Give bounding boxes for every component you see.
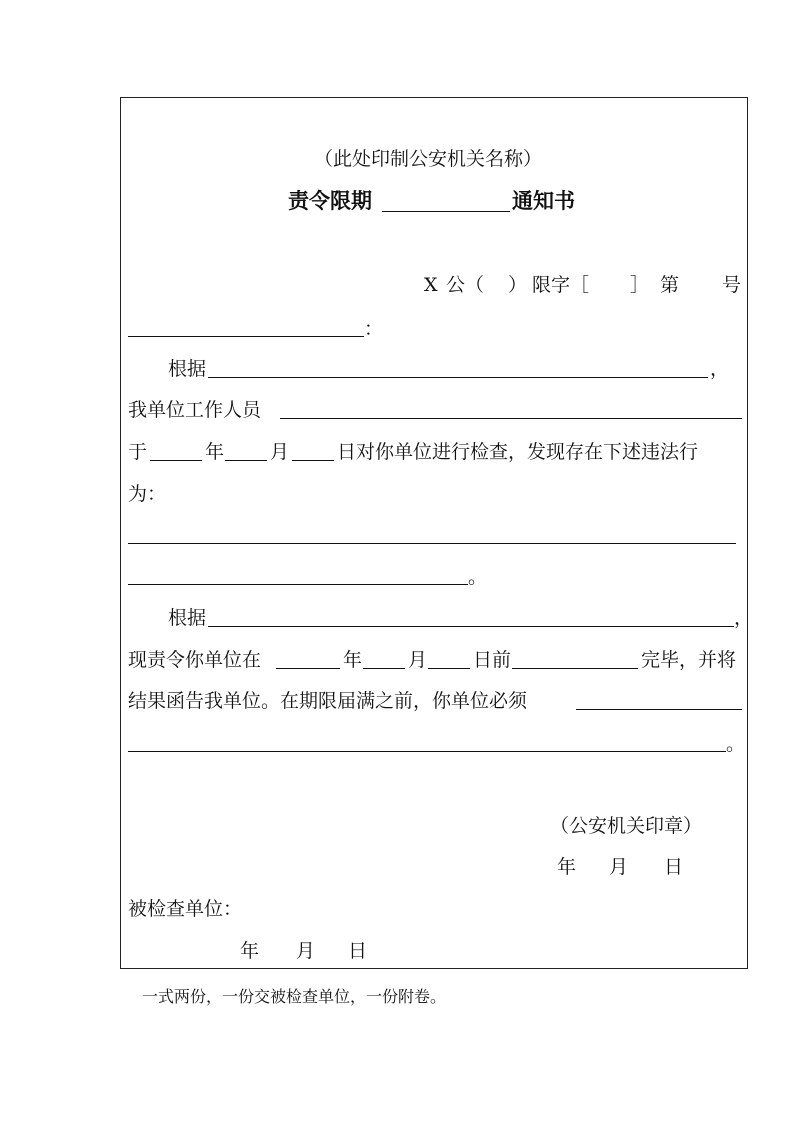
basis-blank-line-1[interactable] <box>208 377 708 378</box>
basis-blank-line-2[interactable] <box>208 626 734 627</box>
basis-label-2: 根据 <box>168 607 207 629</box>
inspect-year-label: 年 <box>205 441 225 463</box>
deadline-before-label: 日前 <box>473 649 512 671</box>
finish-text: 完毕，并将 <box>641 649 737 671</box>
deadline-month-blank[interactable] <box>363 668 405 669</box>
doc-number-di: 第 <box>660 274 680 296</box>
inspected-year-label: 年 <box>240 940 260 962</box>
inspect-year-blank[interactable] <box>150 460 202 461</box>
basis-comma-2: ， <box>734 607 754 629</box>
sign-month-label: 月 <box>609 856 629 878</box>
must-blank-line-2[interactable] <box>128 751 726 752</box>
violation-blank-line-1[interactable] <box>128 543 736 544</box>
order-prefix: 现责令你单位在 <box>128 649 262 671</box>
sign-year-label: 年 <box>557 856 577 878</box>
title-blank-line[interactable] <box>382 211 510 212</box>
sign-day-label: 日 <box>664 856 684 878</box>
police-seal-label: （公安机关印章） <box>550 815 703 837</box>
inspect-month-label: 月 <box>270 441 290 463</box>
agency-name-placeholder: （此处印制公安机关名称） <box>314 148 543 170</box>
deadline-month-label: 月 <box>408 649 428 671</box>
addressee-colon: ： <box>364 318 384 340</box>
inspect-day-blank[interactable] <box>292 460 334 461</box>
staff-label: 我单位工作人员 <box>128 399 262 421</box>
addressee-blank-line[interactable] <box>128 336 364 337</box>
inspected-unit-label: 被检查单位： <box>128 898 243 920</box>
basis-label-1: 根据 <box>168 358 207 380</box>
violation-period: 。 <box>468 566 488 588</box>
deadline-year-blank[interactable] <box>276 668 340 669</box>
copies-note: 一式两份，一份交被检查单位，一份附卷。 <box>142 987 447 1006</box>
staff-blank-line[interactable] <box>280 418 742 419</box>
must-blank-line-1[interactable] <box>576 709 742 710</box>
report-text: 结果函告我单位。在期限届满之前，你单位必须 <box>128 690 528 712</box>
form-frame <box>120 97 748 969</box>
doc-number-hao: 号 <box>722 274 742 296</box>
doc-number-paren-close: ） <box>508 274 528 296</box>
must-period: 。 <box>726 733 746 755</box>
action-blank-line[interactable] <box>512 668 638 669</box>
doc-number-xianzi: 限字［ <box>532 274 590 296</box>
doc-number-gong: 公（ <box>446 274 485 296</box>
inspected-month-label: 月 <box>296 940 316 962</box>
title-suffix: 通知书 <box>512 189 575 213</box>
violation-blank-line-2[interactable] <box>128 584 468 585</box>
deadline-day-blank[interactable] <box>428 668 470 669</box>
deadline-year-label: 年 <box>343 649 363 671</box>
inspect-text: 日对你单位进行检查，发现存在下述违法行 <box>337 441 699 463</box>
title-prefix: 责令限期 <box>288 189 372 213</box>
doc-number-x: X <box>424 274 438 296</box>
doc-number-bracket-close: ］ <box>630 274 650 296</box>
inspected-day-label: 日 <box>348 940 368 962</box>
date-prefix: 于 <box>128 441 148 463</box>
basis-comma-1: ， <box>710 358 730 380</box>
inspect-month-blank[interactable] <box>225 460 267 461</box>
violation-label: 为： <box>128 483 167 505</box>
